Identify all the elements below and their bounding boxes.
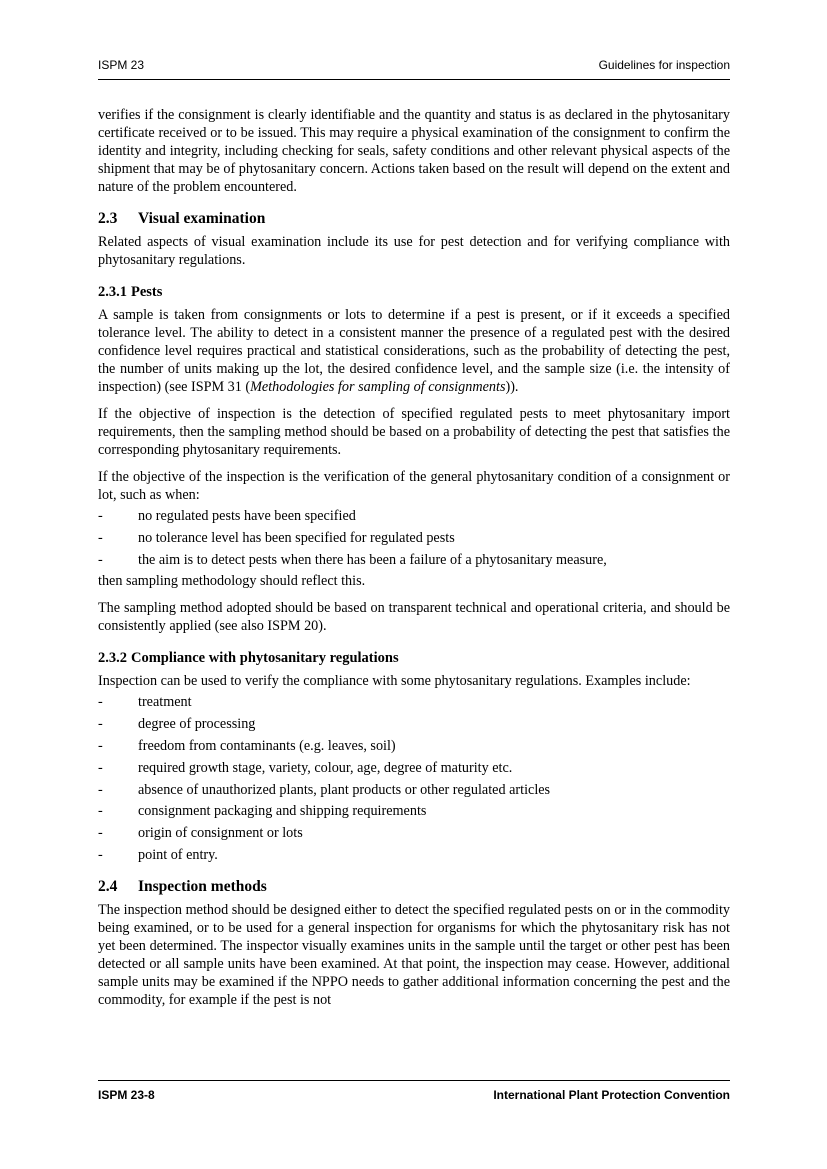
page-header: [98, 58, 730, 72]
footer-organization: International Plant Protection Convention: [493, 1088, 730, 1102]
list-item-text: absence of unauthorized plants, plant products or other regulated articles: [138, 781, 551, 798]
list-item: [98, 824, 730, 842]
section-title: Compliance with phytosanitary regulations: [131, 650, 399, 667]
dash-bullet: -: [98, 846, 103, 863]
dash-bullet: -: [98, 529, 103, 546]
list-item-text: freedom from contaminants (e.g. leaves, soil): [138, 737, 396, 754]
dash-bullet: -: [98, 759, 103, 776]
page-body: [98, 106, 730, 1018]
header-document-title: Guidelines for inspection: [598, 58, 730, 72]
list-item: [98, 737, 730, 755]
pests-paragraph-2: If the objective of inspection is the detection of specified regulated pests to meet phytosanitary import requirements, then the sampling method should be based on a probability of detecting the pest that satisfies the corresponding phytosanitary requirements.: [98, 406, 730, 458]
section-number: 2.3.2: [98, 650, 127, 667]
dash-bullet: -: [98, 508, 103, 524]
pests-paragraph-1: [98, 306, 730, 396]
list-item-text: no regulated pests have been specified: [138, 508, 356, 524]
list-item: [98, 551, 730, 569]
section-title: Inspection methods: [138, 877, 267, 895]
dash-bullet: -: [98, 551, 103, 568]
page-footer: [98, 1088, 730, 1102]
list-item-text: the aim is to detect pests when there has been a failure of a phytosanitary measure,: [138, 551, 607, 568]
list-item: [98, 802, 730, 820]
list-item-text: treatment: [138, 694, 192, 711]
section-number: 2.3.1: [98, 284, 127, 300]
list-item-text: no tolerance level has been specified for regulated pests: [138, 529, 455, 546]
section-2-4-heading: [98, 878, 730, 896]
list-item-text: consignment packaging and shipping requirements: [138, 803, 427, 820]
section-2-3-paragraph: Related aspects of visual examination include its use for pest detection and for verifying compliance with phytosanitary regulations.: [98, 234, 730, 268]
footer-divider: [98, 1080, 730, 1081]
section-number: 2.4: [98, 877, 118, 895]
footer-page-number: ISPM 23-8: [98, 1088, 155, 1102]
dash-bullet: -: [98, 694, 103, 711]
header-divider: [98, 79, 730, 80]
dash-bullet: -: [98, 781, 103, 798]
section-2-3-heading: [98, 210, 730, 228]
list-item: [98, 759, 730, 777]
section-number: 2.3: [98, 210, 118, 227]
list-item: [98, 715, 730, 733]
section-title: Visual examination: [138, 210, 266, 227]
list-item: [98, 693, 730, 711]
text-run: A sample is taken from consignments or lots to determine if a pest is present, or if it exceeds a specified tolerance level. The ability to detect in a consistent manner the presence of a regulated pest with the desired confidence level requires practical and statistical considerations, such as the probability of detecting the pest, the number of units making up the lot, the desired confidence level, and the sample size (i.e. the intensity of inspection) (see ISPM 31 (: [98, 307, 730, 395]
pests-paragraph-5: The sampling method adopted should be based on transparent technical and operational criteria, and should be consistently applied (see also ISPM 20).: [98, 600, 730, 635]
pests-paragraph-3: If the objective of the inspection is the verification of the general phytosanitary condition of a consignment or lot, such as when:: [98, 469, 730, 503]
list-item: [98, 507, 730, 525]
list-item: [98, 529, 730, 547]
section-title: Pests: [131, 284, 163, 300]
dash-bullet: -: [98, 803, 103, 820]
intro-paragraph: verifies if the consignment is clearly identifiable and the quantity and status is as declared in the phytosanitary certificate received or to be issued. This may require a physical examination of the consignment to confirm the identity and integrity, including checking for seals, safety conditions and other relevant physical aspects of the shipment that may be of phytosanitary concern. Actions taken based on the result will depend on the extent and nature of the problem encountered.: [98, 107, 730, 195]
pests-paragraph-4: then sampling methodology should reflect this.: [98, 573, 366, 590]
dash-bullet: -: [98, 737, 103, 754]
list-item-text: point of entry.: [138, 846, 218, 863]
compliance-examples-list: [98, 693, 730, 864]
list-item-text: origin of consignment or lots: [138, 825, 303, 842]
list-item: [98, 846, 730, 864]
text-run: )).: [505, 379, 519, 395]
section-2-3-1-heading: [98, 283, 730, 301]
header-document-id: ISPM 23: [98, 58, 145, 72]
section-2-3-2-heading: [98, 649, 730, 667]
list-item: [98, 781, 730, 799]
list-item-text: required growth stage, variety, colour, age, degree of maturity etc.: [138, 759, 513, 776]
compliance-paragraph: Inspection can be used to verify the compliance with some phytosanitary regulations. Examples include:: [98, 673, 691, 690]
dash-bullet: -: [98, 825, 103, 842]
list-item-text: degree of processing: [138, 716, 256, 733]
dash-bullet: -: [98, 716, 103, 733]
inspection-methods-paragraph: The inspection method should be designed either to detect the specified regulated pests on or in the commodity being examined, or to be used for a general inspection for organisms for which the phytosanitary risk has not yet been determined. The inspector visually examines units in the sample until the target or other pest has been detected or all sample units have been examined. At that point, the inspection may cease. However, additional sample units may be examined if the NPPO needs to gather additional information concerning the pest and the commodity, for example if the pest is not: [98, 901, 730, 1008]
cited-title: Methodologies for sampling of consignments: [250, 379, 506, 395]
pests-condition-list: [98, 507, 730, 569]
